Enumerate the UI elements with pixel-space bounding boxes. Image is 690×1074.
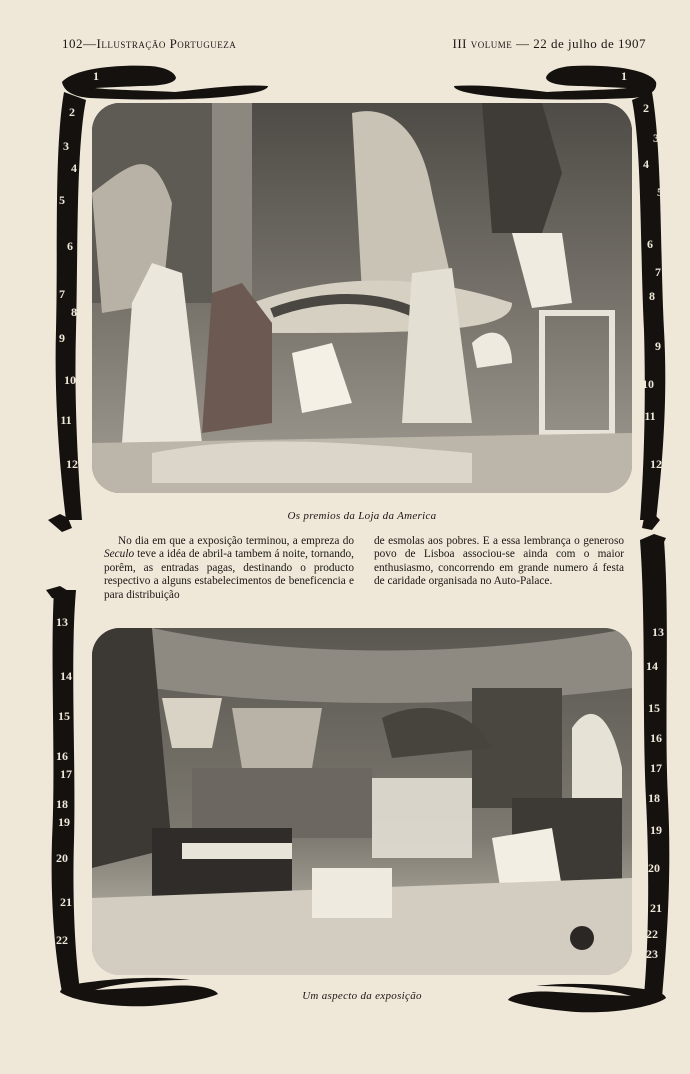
tape-number: 8 xyxy=(71,305,77,319)
tape-number: 18 xyxy=(56,797,68,811)
tape-number: 12 xyxy=(650,457,662,471)
tape-number: 12 xyxy=(66,457,78,471)
tape-number: 22 xyxy=(646,927,658,941)
tape-number: 19 xyxy=(58,815,70,829)
tape-number: 21 xyxy=(60,895,72,909)
tape-number: 24 xyxy=(652,1001,664,1015)
volume-label: III volume xyxy=(452,36,513,51)
tape-number: 16 xyxy=(650,731,662,745)
article-column-left xyxy=(104,535,354,602)
tape-number: 19 xyxy=(650,823,662,837)
article-column-right xyxy=(374,535,624,589)
figure-caption-2: Um aspecto da exposição xyxy=(302,990,422,1002)
tape-number: 11 xyxy=(644,409,656,423)
tape-number: 20 xyxy=(648,861,660,875)
photo-2-illustration xyxy=(92,628,632,975)
tape-number: 17 xyxy=(650,761,662,775)
claw-right-mid xyxy=(640,514,666,546)
tape-number: 14 xyxy=(60,669,72,683)
figure-caption-1: Os premios da Loja da America xyxy=(287,510,437,522)
tape-number: 3 xyxy=(653,131,659,145)
tape-number: 24 xyxy=(58,993,70,1007)
publication-title: Illustração Portugueza xyxy=(96,36,237,51)
tape-number: 11 xyxy=(60,413,72,427)
tape-number: 13 xyxy=(652,625,664,639)
tape-number: 15 xyxy=(58,709,70,723)
tape-number: 7 xyxy=(59,287,65,301)
tape-number: 7 xyxy=(655,265,661,279)
issue-date: 22 de julho de 1907 xyxy=(533,36,646,51)
tape-number: 22 xyxy=(56,933,68,947)
tape-number: 3 xyxy=(63,139,69,153)
article-paragraph-left xyxy=(104,535,354,602)
newspaper-name: Seculo xyxy=(104,548,135,561)
header-separator-2: — xyxy=(515,36,530,51)
photo-exhibition-hall xyxy=(92,628,632,975)
tape-number: 13 xyxy=(56,615,68,629)
tape-number: 20 xyxy=(56,851,68,865)
tape-number: 23 xyxy=(646,947,658,961)
tape-number: 14 xyxy=(646,659,658,673)
tape-number: 8 xyxy=(649,289,655,303)
tape-number: 6 xyxy=(647,237,653,251)
claw-left-mid xyxy=(46,514,72,600)
tape-number: 2 xyxy=(69,105,75,119)
tape-number: 21 xyxy=(650,901,662,915)
tape-number: 6 xyxy=(67,239,73,253)
photo-1-illustration xyxy=(92,103,632,493)
tape-number: 10 xyxy=(64,373,76,387)
tape-number: 17 xyxy=(60,767,72,781)
tape-number: 16 xyxy=(56,749,68,763)
tape-number: 4 xyxy=(643,157,649,171)
article-text-span: teve a idéa de abril-a tambem á noite, tornando, porêm, as entradas pagas, destinando o producto respectivo a alguns estabelecimentos de beneficencia e para distribuição xyxy=(104,548,354,601)
tape-number: 18 xyxy=(648,791,660,805)
article-paragraph-right: de esmolas aos pobres. E a essa lembrança o generoso povo de Lisboa associou-se ainda com o maior enthusiasmo, concorrendo em grande numero á festa de caridade organisada no Auto-Palace. xyxy=(374,535,624,588)
photo-loja-america-display xyxy=(92,103,632,493)
tape-number: 15 xyxy=(648,701,660,715)
tape-number: 2 xyxy=(643,101,649,115)
article-text xyxy=(104,535,624,605)
page-number: 102 xyxy=(62,36,83,51)
tape-left-bottom xyxy=(52,590,80,992)
tape-number: 9 xyxy=(59,331,65,345)
tape-number: 10 xyxy=(642,377,654,391)
tape-number: 5 xyxy=(657,185,663,199)
tape-number: 4 xyxy=(71,161,77,175)
header-separator: — xyxy=(83,36,97,51)
tape-number: 5 xyxy=(59,193,65,207)
tape-number: 9 xyxy=(655,339,661,353)
tape-number: 1 xyxy=(93,69,99,83)
tape-number: 1 xyxy=(621,69,627,83)
article-text-span: No dia em que a exposição terminou, a empreza do xyxy=(118,535,354,547)
